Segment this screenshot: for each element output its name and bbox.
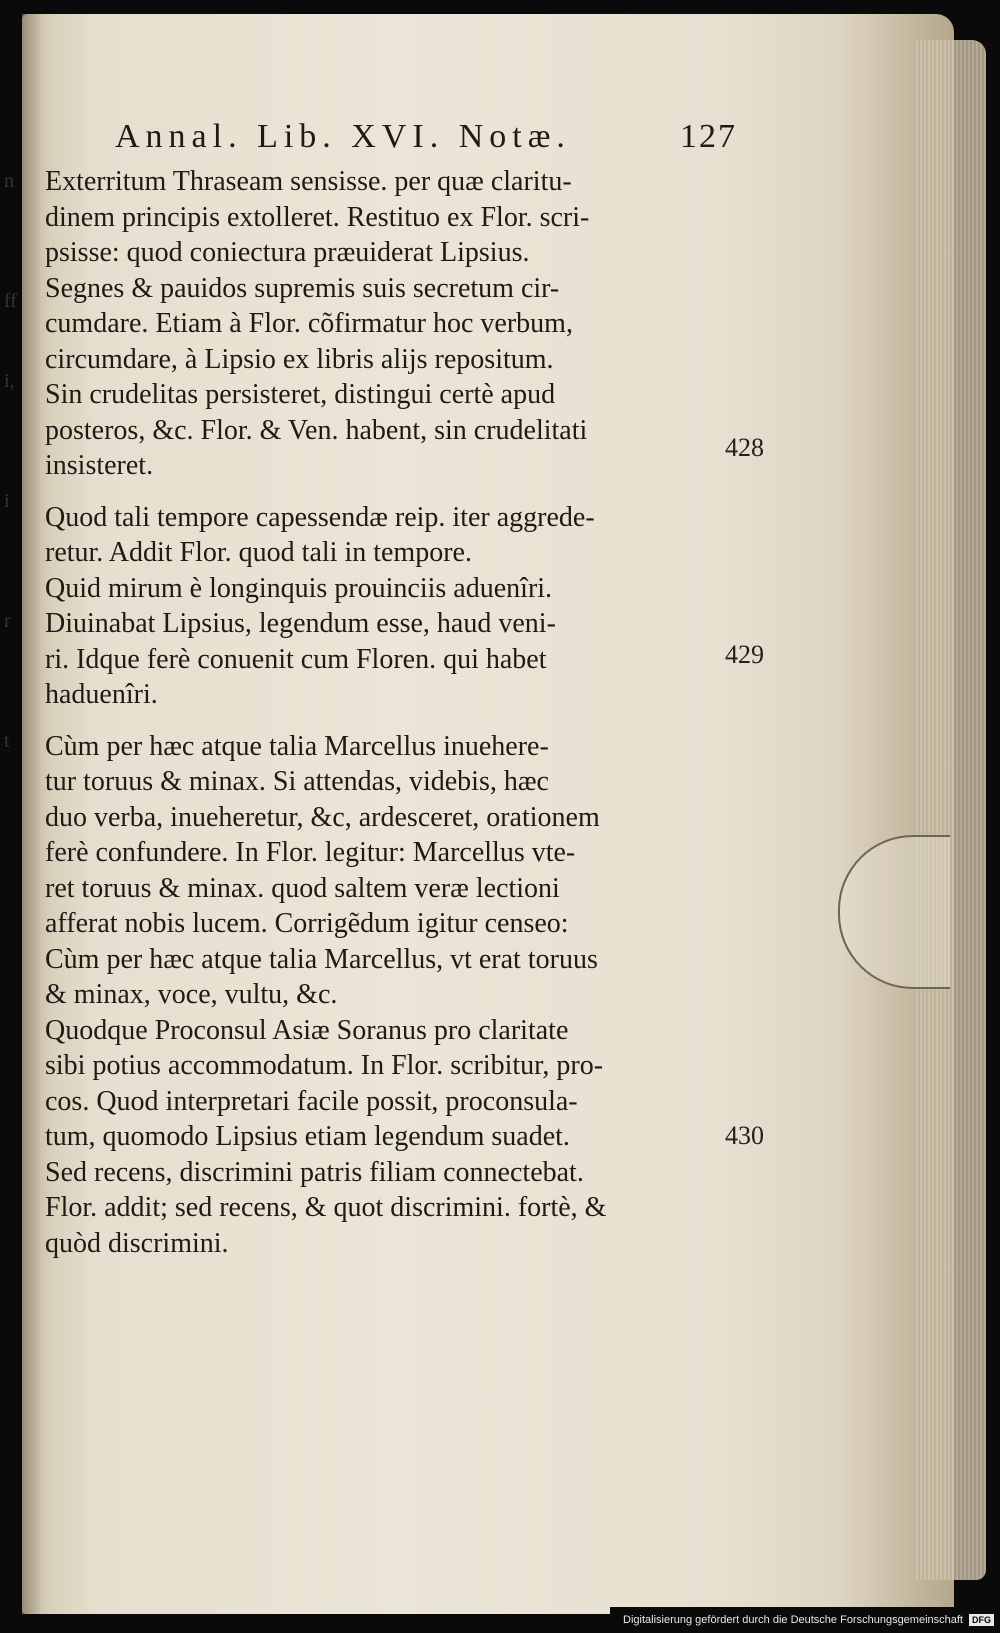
- facing-page-fragment: t: [4, 730, 10, 752]
- facing-page-fragment: i: [4, 490, 10, 512]
- text-line: afferat nobis lucem. Corrigẽdum igitur censeo:: [45, 908, 569, 939]
- credit-text: Digitalisierung gefördert durch die Deutsche Forschungsgemeinschaft: [623, 1614, 963, 1626]
- text-line: circumdare, à Lipsio ex libris alijs repositum.: [45, 343, 554, 375]
- text-line: Flor. addit; sed recens, & quot discrimini. fortè, &: [45, 1192, 607, 1223]
- text-line: Sin crudelitas persisteret, distingui certè apud: [45, 379, 556, 410]
- text-line: ri. Idque ferè conuenit cum Floren. qui habet: [45, 643, 547, 675]
- text-line: ret toruus & minax. quod saltem veræ lectioni: [45, 872, 560, 904]
- text-line: ferè confundere. In Flor. legitur: Marcellus vte-: [45, 837, 576, 868]
- marginal-number: 429: [725, 640, 764, 669]
- text-line: Quodque Proconsul Asiæ Soranus pro claritate: [45, 1014, 569, 1046]
- text-line: cos. Quod interpretari facile possit, proconsula-: [45, 1085, 578, 1117]
- text-line: Quod tali tempore capessendæ reip. iter aggrede-: [45, 501, 595, 533]
- facing-page-fragment: ff: [4, 290, 17, 312]
- text-line: Quid mirum è longinquis prouinciis aduenîri.: [45, 572, 553, 604]
- text-line: sibi potius accommodatum. In Flor. scribitur, pro-: [45, 1050, 604, 1081]
- text-line: Diuinabat Lipsius, legendum esse, haud veni-: [45, 608, 556, 639]
- text-line: haduenîri.: [45, 679, 158, 710]
- text-line: tum, quomodo Lipsius etiam legendum suadet.: [45, 1121, 570, 1152]
- page-number: 127: [680, 118, 737, 155]
- book-gutter: [22, 14, 40, 1614]
- header-title: Annal. Lib. XVI. Notæ.: [115, 118, 571, 155]
- dfg-logo: DFG: [969, 1614, 994, 1626]
- text-line: retur. Addit Flor. quod tali in tempore.: [45, 537, 472, 568]
- text-line: & minax, voce, vultu, &c.: [45, 979, 338, 1010]
- marginal-number: 428: [725, 433, 764, 462]
- text-line: duo verba, inueheretur, &c, ardesceret, orationem: [45, 801, 600, 833]
- marginal-number: 430: [725, 1121, 764, 1150]
- facing-page-fragment: i,: [4, 370, 15, 392]
- facing-page-fragment: r: [4, 610, 11, 632]
- text-line: posteros, &c. Flor. & Ven. habent, sin crudelitati: [45, 414, 588, 446]
- text-line: psisse: quod coniectura præuiderat Lipsius.: [45, 237, 530, 268]
- running-header: [115, 118, 745, 164]
- digitization-credit-bar: [610, 1607, 1000, 1633]
- page-text-block: [45, 118, 745, 1261]
- text-line: insisteret.: [45, 450, 154, 481]
- page-fore-edge: [916, 40, 986, 1580]
- text-line: quòd discrimini.: [45, 1227, 229, 1259]
- text-line: Cùm per hæc atque talia Marcellus inuehere-: [45, 730, 549, 762]
- text-line: cumdare. Etiam à Flor. cõfirmatur hoc verbum,: [45, 308, 573, 339]
- text-line: dinem principis extolleret. Restituo ex Flor. scri-: [45, 201, 590, 233]
- facing-page-fragment: n: [4, 170, 14, 192]
- text-line: Cùm per hæc atque talia Marcellus, vt erat toruus: [45, 943, 598, 975]
- text-line: Sed recens, discrimini patris filiam connectebat.: [45, 1156, 584, 1188]
- text-line: Segnes & pauidos supremis suis secretum cir-: [45, 272, 560, 304]
- text-line: Exterritum Thraseam sensisse. per quæ claritu-: [45, 166, 572, 197]
- text-line: tur toruus & minax. Si attendas, videbis, hæc: [45, 766, 549, 797]
